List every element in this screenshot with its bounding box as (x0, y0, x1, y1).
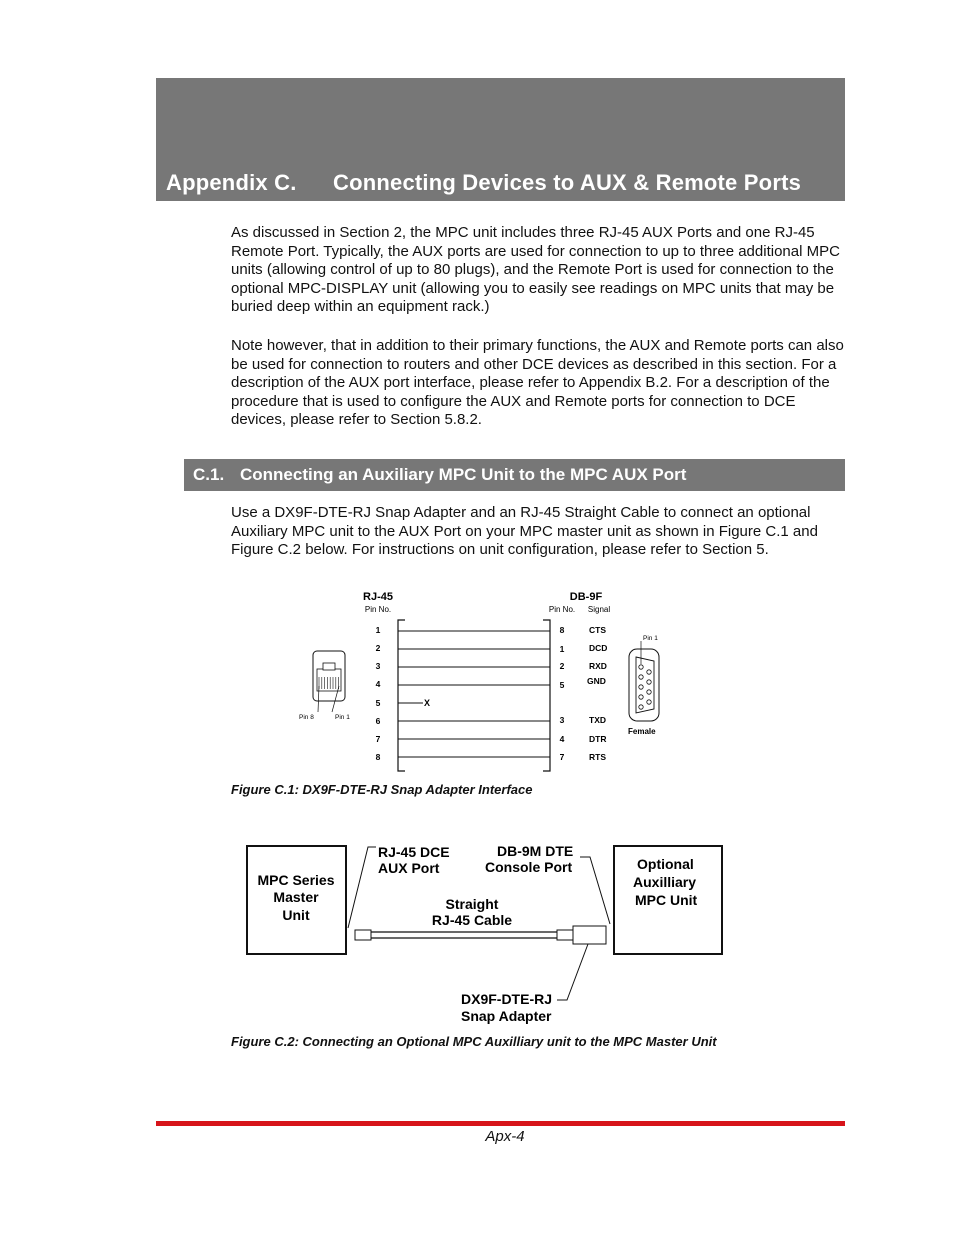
signal-name: DTR (589, 734, 607, 744)
rj45-pin: 2 (375, 643, 381, 653)
rj45-pin: 8 (375, 752, 381, 762)
right-bracket (543, 620, 550, 771)
console-port-label: DB-9M DTE (497, 843, 574, 859)
intro-paragraph-2: Note however, that in addition to their primary functions, the AUX and Remote ports can also be used for connection to routers and other DCE devices as described in this section. For a description of the AUX port interface, please refer to Appendix B.2. For a description of the procedure that is used to configure the AUX and Remote ports for connection to DCE devices, please refer to Section 5.8.2. (231, 337, 844, 429)
rj45-plug-left (355, 930, 371, 940)
section-title: Connecting an Auxiliary MPC Unit to the MPC AUX Port (240, 465, 687, 484)
female-label: Female (628, 727, 656, 736)
pin8-label: Pin 8 (299, 714, 314, 721)
db9-female-connector-icon (629, 641, 659, 721)
cable-label: RJ-45 Cable (431, 912, 513, 928)
figure-c2-caption: Figure C.2: Connecting an Optional MPC Auxilliary unit to the MPC Master Unit (231, 1034, 717, 1049)
rj45-pin: 7 (375, 734, 381, 744)
db9-pin: 3 (559, 715, 565, 725)
page-number: Apx-4 (485, 1128, 525, 1145)
cable-label: Straight (445, 896, 499, 912)
rj45-pin: 1 (375, 625, 381, 635)
console-port-callout (580, 857, 610, 924)
signal-name: DCD (589, 643, 608, 653)
section-label: C.1. (193, 465, 225, 484)
optional-unit-line: MPC Unit (635, 892, 698, 908)
rj45-pin: 6 (375, 716, 381, 726)
pin1-label: Pin 1 (335, 714, 350, 721)
master-unit-line: Unit (282, 907, 310, 923)
db9-pin: 2 (559, 661, 565, 671)
signal-name: RTS (589, 752, 606, 762)
db9-pin: 1 (559, 644, 565, 654)
section-paragraph: Use a DX9F-DTE-RJ Snap Adapter and an RJ-45 Straight Cable to connect an optional Auxiliary MPC unit to the AUX Port on your MPC master unit as shown in Figure C.1 and Figure C.2 below. For instructions on unit configuration, please refer to Section 5. (231, 504, 818, 559)
appendix-title: Connecting Devices to AUX & Remote Ports (333, 170, 802, 195)
db9-pin: 5 (559, 680, 565, 690)
left-bracket (398, 620, 405, 771)
snap-adapter-pinout-diagram (0, 585, 954, 780)
db9-pin-list (560, 625, 608, 762)
rj45-pin-list (376, 625, 381, 762)
optional-unit-line: Auxilliary (633, 874, 697, 890)
optional-unit-line: Optional (637, 856, 694, 872)
db9-pin-header: Pin No. (548, 605, 576, 614)
footer-rule (156, 1121, 845, 1126)
db9-pin: 7 (559, 752, 565, 762)
db9-signal-header: Signal (587, 605, 611, 614)
rj45-plug-right (557, 930, 573, 940)
adapter-label: DX9F-DTE-RJ (461, 991, 553, 1007)
connection-diagram (0, 835, 954, 1030)
signal-name: RXD (589, 661, 607, 671)
db9-pin: 4 (559, 734, 565, 744)
no-connect-mark: X (424, 698, 431, 708)
intro-paragraph-1: As discussed in Section 2, the MPC unit includes three RJ-45 AUX Ports and one RJ-45 Remote Port. Typically, the AUX ports are used for connection to up to three additional MPC units (allowing control of up to 80 plugs), and the Remote Port is used for connection to the optional MPC-DISPLAY unit (allowing you to easily see readings on MPC units that may be buried deep within an equipment rack.) (231, 224, 840, 316)
db9-pin: 8 (559, 625, 565, 635)
snap-adapter (573, 926, 606, 944)
console-port-label: Console Port (485, 859, 573, 875)
adapter-label: Snap Adapter (461, 1008, 552, 1024)
appendix-label: Appendix C. (166, 170, 297, 195)
db9-title: DB-9F (569, 591, 603, 603)
rj45-pin: 3 (375, 661, 381, 671)
db9-pin1-label: Pin 1 (643, 635, 658, 642)
aux-port-label: AUX Port (378, 860, 440, 876)
rj45-jack-icon (313, 651, 345, 712)
master-unit-line: MPC Series (257, 872, 335, 888)
rj45-pin: 4 (375, 679, 381, 689)
aux-port-label: RJ-45 DCE (378, 844, 450, 860)
signal-name: GND (587, 676, 606, 686)
figure-c1-caption: Figure C.1: DX9F-DTE-RJ Snap Adapter Interface (231, 782, 533, 797)
master-unit-line: Master (273, 889, 319, 905)
rj45-title: RJ-45 (363, 591, 393, 603)
rj45-pin: 5 (375, 698, 381, 708)
signal-name: CTS (589, 625, 606, 635)
rj45-pin-header: Pin No. (364, 605, 392, 614)
aux-port-callout (348, 847, 376, 928)
adapter-callout (557, 944, 588, 1000)
signal-name: TXD (589, 715, 606, 725)
